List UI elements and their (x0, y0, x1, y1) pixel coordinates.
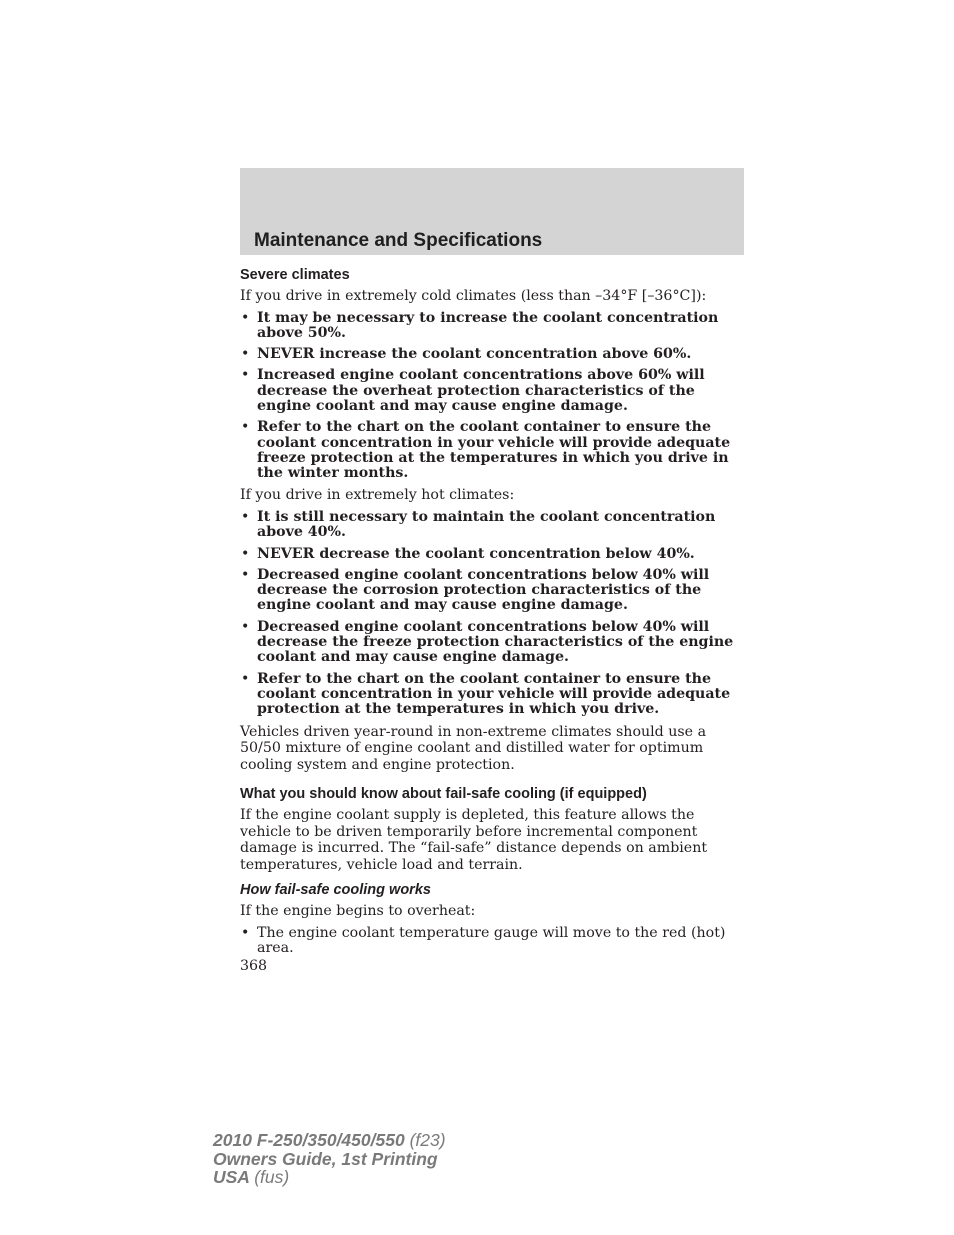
list-item-text: NEVER increase the coolant concentration above 60%. (257, 346, 692, 363)
list-item-text: Refer to the chart on the coolant container to ensure the coolant concentration in your vehicle will provide adequate freeze protection at the temperatures in which you drive in the winter months. (257, 419, 731, 482)
list-item-text: NEVER decrease the coolant concentration below 40%. (257, 545, 695, 562)
footer-model: 2010 F-250/350/450/550 (213, 1130, 405, 1150)
section-title: Maintenance and Specifications (254, 230, 543, 251)
section-header-band (240, 168, 744, 255)
list-item-text: It may be necessary to increase the coolant concentration above 50%. (257, 309, 719, 341)
footer-region-code: (fus) (254, 1167, 290, 1187)
list-item (240, 547, 744, 562)
footer-region: USA (213, 1167, 250, 1187)
year-round-paragraph: Vehicles driven year-round in non-extreme climates should use a 50/50 mixture of engine coolant and distilled water for optimum cooling system and engine protection. (240, 723, 707, 773)
list-item (240, 368, 744, 414)
list-item-text: Increased engine coolant concentrations above 60% will decrease the overheat protection characteristics of the engine coolant and may cause engine damage. (257, 367, 705, 414)
subheading-how-it-works: How fail-safe cooling works (240, 882, 431, 899)
list-item-text: Decreased engine coolant concentrations below 40% will decrease the corrosion protection characteristics of the engine coolant and may cause engine damage. (257, 566, 710, 614)
page-number: 368 (240, 958, 268, 975)
bullet-icon: • (241, 309, 250, 326)
bullet-icon: • (241, 419, 250, 436)
bullet-icon: • (241, 566, 250, 583)
fail-safe-paragraph: If the engine coolant supply is depleted, this feature allows the vehicle to be driven temporarily before incremental component damage is incurred. The “fail-safe” distance depends on ambient temperatures, vehicle load and terrain. (240, 807, 708, 873)
bullet-icon: • (241, 346, 250, 363)
bullet-icon: • (241, 508, 250, 525)
overheat-intro: If the engine begins to overheat: (240, 903, 476, 920)
list-item (240, 620, 744, 666)
list-item (240, 926, 744, 957)
list-item (240, 568, 744, 614)
heading-severe-climates: Severe climates (240, 267, 350, 283)
list-item (240, 672, 744, 718)
footer-line-printing: Owners Guide, 1st Printing (213, 1148, 438, 1169)
overheat-list (240, 926, 744, 957)
page-content (240, 266, 744, 974)
bullet-icon: • (241, 618, 250, 635)
bullet-icon: • (241, 924, 250, 941)
hot-climate-intro: If you drive in extremely hot climates: (240, 487, 515, 504)
cold-climate-list (240, 311, 744, 482)
footer-model-code: (f23) (409, 1130, 446, 1150)
list-item (240, 510, 744, 541)
list-item (240, 420, 744, 481)
bullet-icon: • (241, 545, 250, 562)
list-item (240, 311, 744, 342)
list-item-text: Refer to the chart on the coolant container to ensure the coolant concentration in your vehicle will provide adequate protection at the temperatures in which you drive. (257, 670, 731, 718)
heading-fail-safe-cooling: What you should know about fail-safe cooling (if equipped) (240, 786, 647, 803)
list-item-text: Decreased engine coolant concentrations below 40% will decrease the freeze protection characteristics of the engine coolant and may cause engine damage. (257, 618, 734, 666)
document-footer (213, 1131, 446, 1187)
hot-climate-list (240, 510, 744, 718)
list-item (240, 347, 744, 362)
list-item-text: The engine coolant temperature gauge will move to the red (hot) area. (257, 924, 726, 956)
list-item-text: It is still necessary to maintain the coolant concentration above 40%. (257, 508, 716, 541)
footer-line-model (213, 1131, 446, 1150)
bullet-icon: • (241, 367, 250, 384)
bullet-icon: • (241, 670, 250, 687)
cold-climate-intro: If you drive in extremely cold climates (less than –34°F [–36°C]): (240, 288, 707, 304)
footer-line-region (213, 1168, 446, 1187)
